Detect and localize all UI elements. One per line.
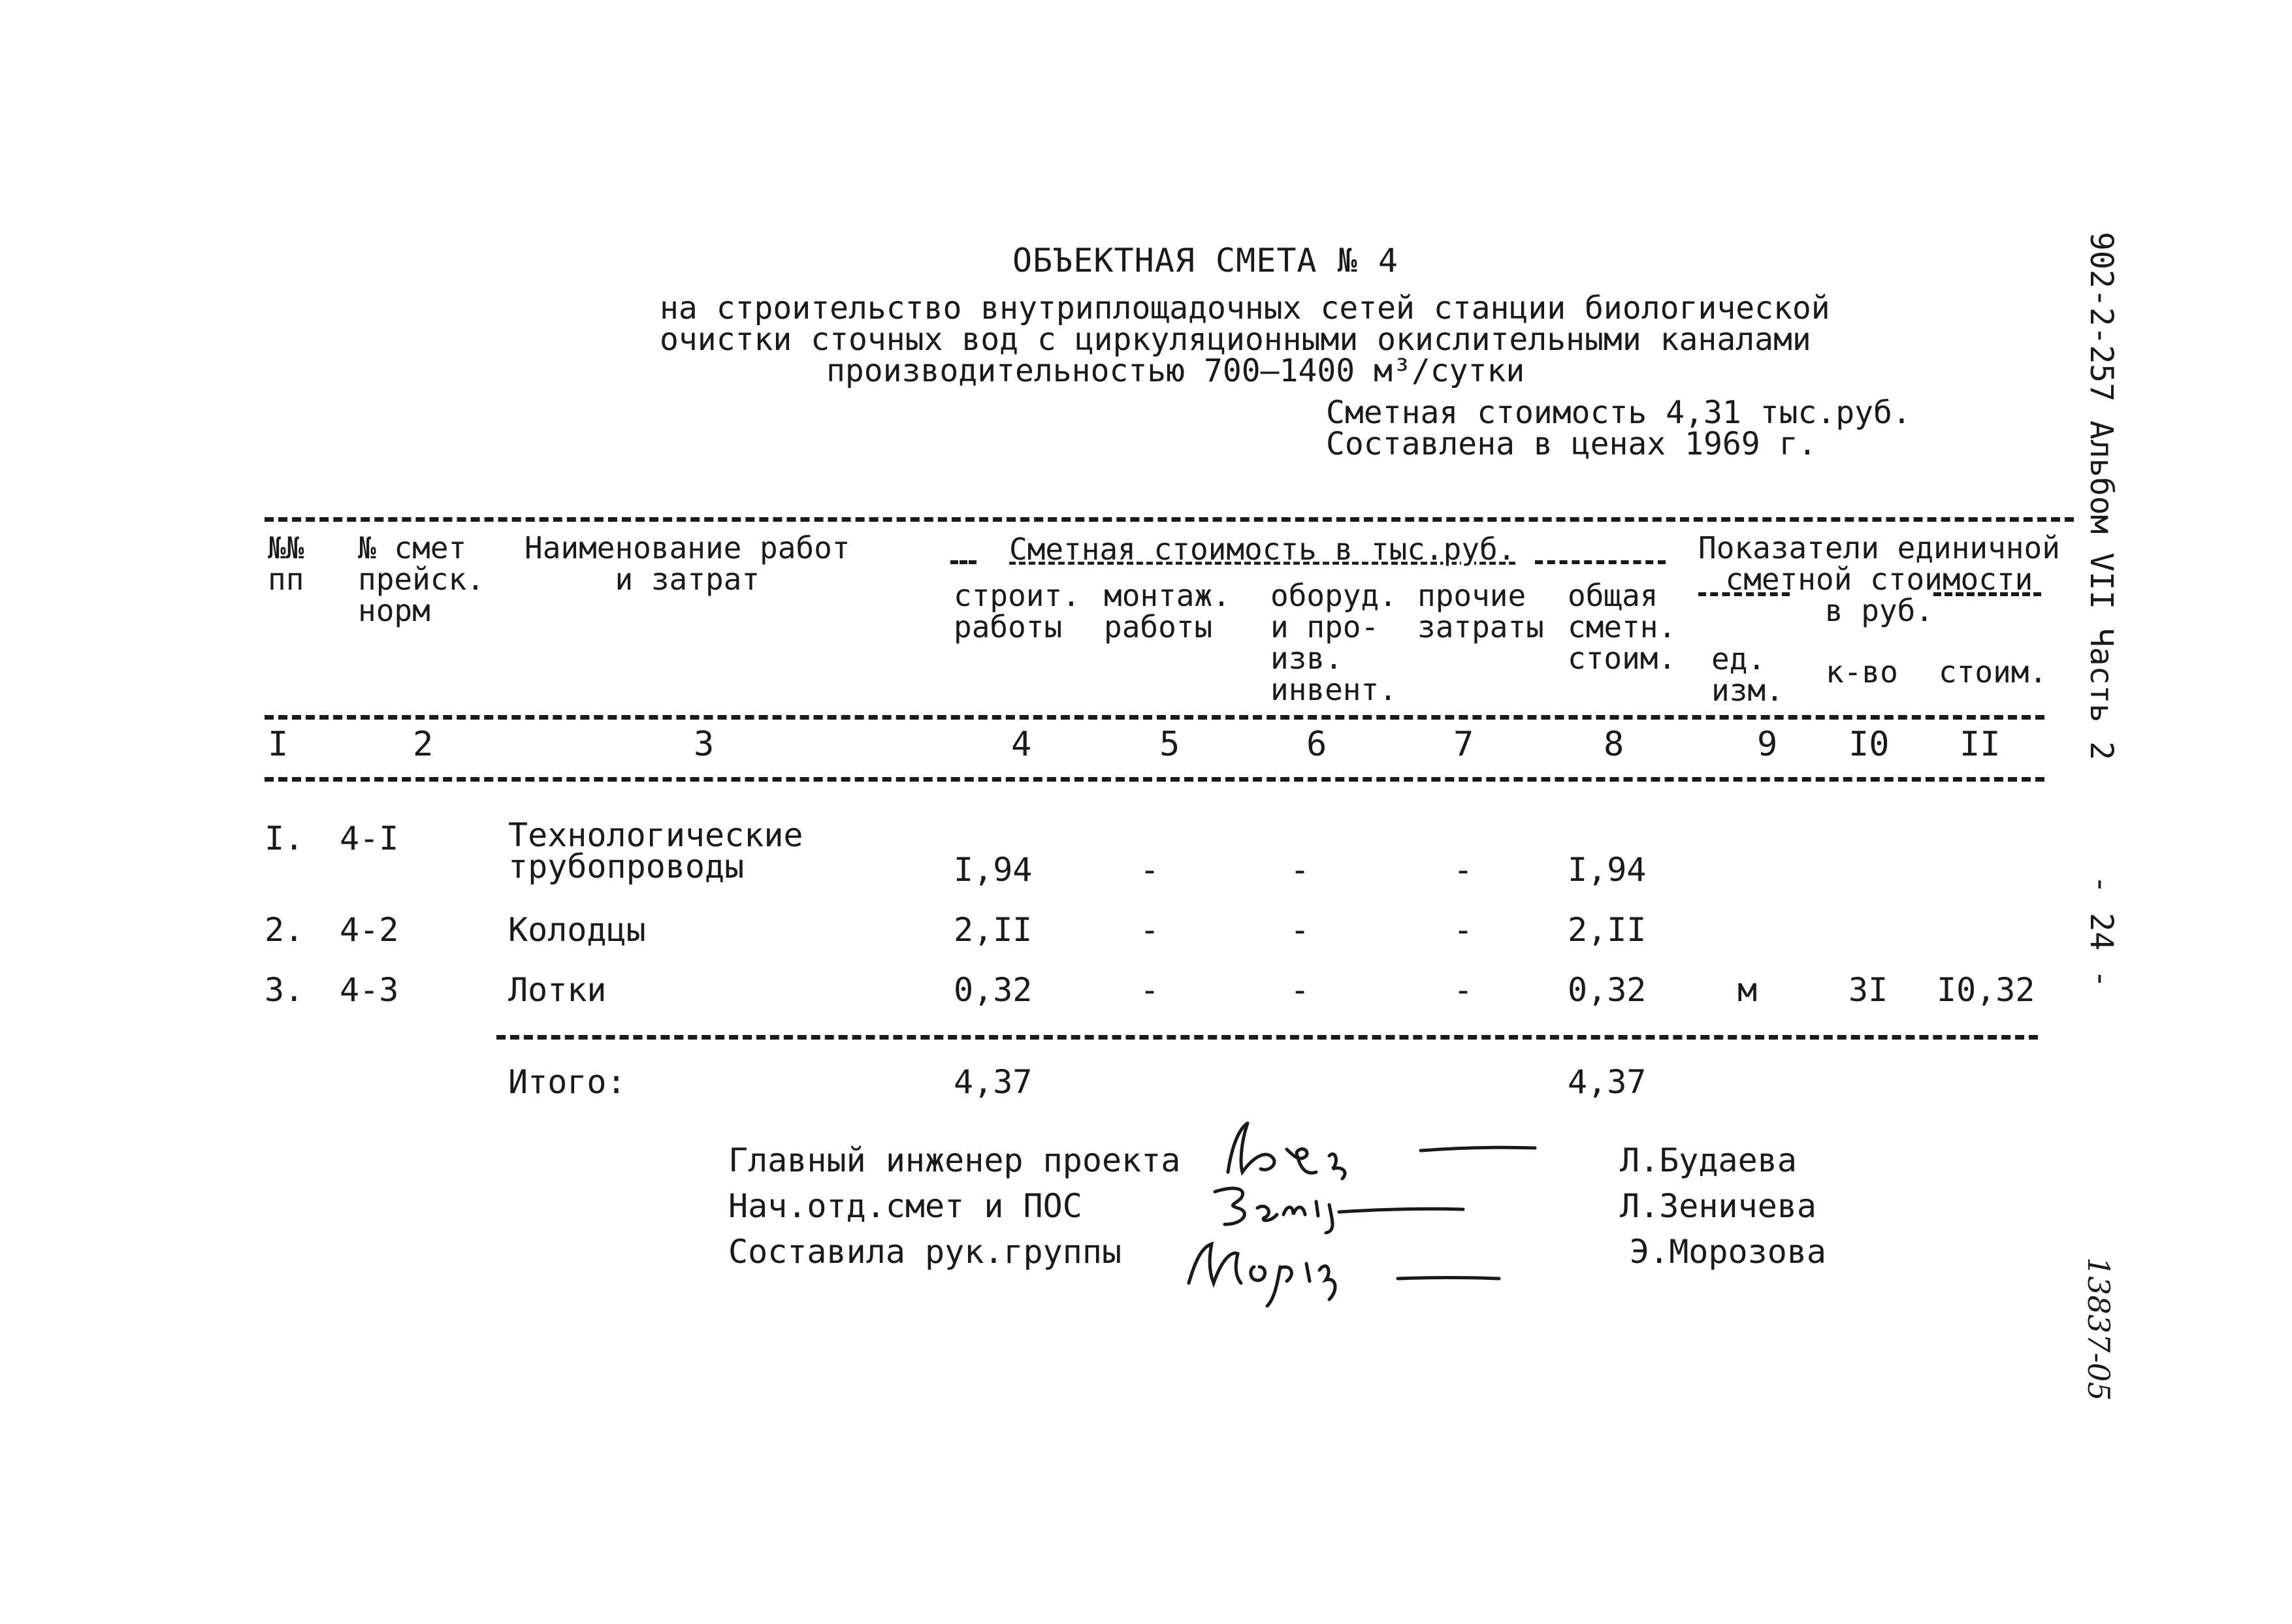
row1-code: 4-I <box>340 820 399 857</box>
col-number-9: 9 <box>1757 725 1778 764</box>
subtitle-line-1: на строительство внутриплощадочных сетей станции биологической <box>660 290 1830 326</box>
row3-construction-cost: 0,32 <box>954 971 1033 1009</box>
total-construction-cost: 4,37 <box>954 1063 1033 1101</box>
row2-mounting-cost: - <box>1140 911 1160 949</box>
row2-equipment-cost: - <box>1290 911 1310 949</box>
signer-name-1: Л.Будаева <box>1620 1141 1797 1179</box>
col-number-8: 8 <box>1604 725 1624 764</box>
col-number-6: 6 <box>1306 725 1327 764</box>
row1-name: Технологические трубопроводы <box>508 816 803 885</box>
total-overall-cost: 4,37 <box>1568 1063 1647 1101</box>
col-number-5: 5 <box>1159 725 1180 764</box>
page-number: - 24 - <box>2083 875 2120 989</box>
header-col6: оборуд. и про- изв. инвент. <box>1270 578 1397 707</box>
signer-role-3: Составила рук.группы <box>728 1233 1122 1271</box>
table-rule-total <box>496 1035 2038 1040</box>
table-rule-top <box>265 517 2074 522</box>
row2-other-cost: - <box>1453 911 1474 949</box>
row3-name: Лотки <box>508 971 607 1009</box>
row1-number: I. <box>265 820 304 857</box>
row3-quantity: 3I <box>1848 971 1888 1009</box>
header-col7: прочие затраты <box>1417 578 1544 645</box>
col-number-11: II <box>1960 725 2001 764</box>
header-col11: стоим. <box>1939 654 2048 690</box>
header-group-unit: Показатели единичной сметной стоимости в руб. <box>1698 530 2060 628</box>
header-col1: №№ пп <box>268 530 304 597</box>
subtitle-line-2: очистки сточных вод с циркуляционными окислительными каналами <box>660 321 1811 358</box>
estimated-cost: Сметная стоимость 4,31 тыс.руб. <box>1326 394 1911 431</box>
row2-construction-cost: 2,II <box>954 911 1033 949</box>
col-number-4: 4 <box>1011 725 1032 764</box>
header-group-cost: Сметная стоимость в тыс.руб. <box>1009 532 1516 567</box>
row3-unit: м <box>1737 971 1758 1009</box>
row2-name: Колодцы <box>508 911 646 949</box>
group-rule-cost-right <box>1535 560 1666 564</box>
header-col4: строит. работы <box>954 578 1080 645</box>
group-rule-cost-left <box>950 560 977 564</box>
document-title: ОБЪЕКТНАЯ СМЕТА № 4 <box>1012 242 1398 279</box>
header-col8: общая сметн. стоим. <box>1568 578 1677 676</box>
col-number-7: 7 <box>1453 725 1474 764</box>
col-number-1: I <box>268 725 289 764</box>
total-label: Итого: <box>508 1063 626 1101</box>
col-number-3: 3 <box>694 725 715 764</box>
row3-number: 3. <box>265 971 304 1009</box>
signature-3 <box>1176 1221 1515 1313</box>
table-rule-header-bottom <box>265 715 2044 720</box>
document-code: 13837-05 <box>2081 1257 2116 1401</box>
row1-mounting-cost: - <box>1140 851 1160 889</box>
row2-total-cost: 2,II <box>1568 911 1647 949</box>
row3-total-cost: 0,32 <box>1568 971 1647 1009</box>
header-col10: к-во <box>1826 654 1898 690</box>
row1-total-cost: I,94 <box>1568 851 1647 889</box>
col-number-2: 2 <box>413 725 434 764</box>
signature-1 <box>1202 1110 1541 1182</box>
row3-code: 4-3 <box>340 971 399 1009</box>
signer-name-3: Э.Морозова <box>1630 1233 1827 1271</box>
row3-equipment-cost: - <box>1290 971 1310 1009</box>
row3-mounting-cost: - <box>1140 971 1160 1009</box>
subtitle-line-3: производительностью 700–1400 м³/сутки <box>826 353 1525 389</box>
album-reference: 902-2-257 Альбом VII Часть 2 <box>2083 232 2120 761</box>
row1-construction-cost: I,94 <box>954 851 1033 889</box>
header-col9: ед. изм. <box>1711 641 1784 708</box>
row3-other-cost: - <box>1453 971 1474 1009</box>
signer-role-2: Нач.отд.смет и ПОС <box>728 1187 1082 1225</box>
row3-unit-cost: I0,32 <box>1937 971 2035 1009</box>
table-rule-numbers-bottom <box>265 777 2044 782</box>
signer-role-1: Главный инженер проекта <box>728 1141 1181 1179</box>
row1-other-cost: - <box>1453 851 1474 889</box>
header-col3: Наименование работ и затрат <box>525 530 850 597</box>
row1-equipment-cost: - <box>1290 851 1310 889</box>
header-col5: монтаж. работы <box>1104 578 1231 645</box>
prices-year: Составлена в ценах 1969 г. <box>1326 426 1817 462</box>
row2-number: 2. <box>265 911 304 949</box>
header-col2: № смет прейск. норм <box>358 530 485 628</box>
row2-code: 4-2 <box>340 911 399 949</box>
signer-name-2: Л.Зеничева <box>1620 1187 1817 1225</box>
col-number-10: I0 <box>1848 725 1890 764</box>
